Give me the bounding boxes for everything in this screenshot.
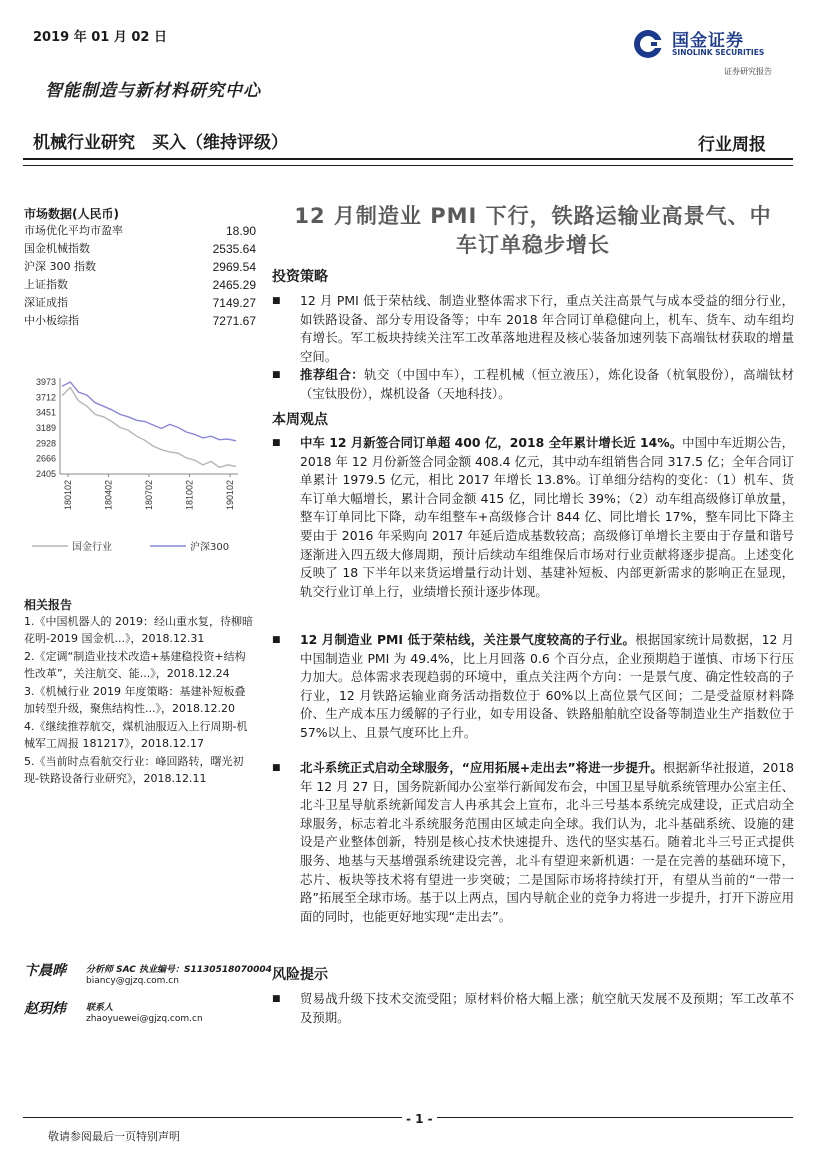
bullet-icon: ■: [272, 763, 281, 773]
related-report-item[interactable]: 4.《继续推荐航交，煤机油服迈入上行周期-机械军工周报 181217》，2018.12.17: [24, 720, 248, 750]
portfolio-paragraph: ■ 推荐组合：轨交（中国中车），工程机械（恒立液压），炼化设备（杭氧股份），高端钛材（宝钛股份），煤机设备（天地科技）。: [272, 367, 795, 401]
risk-paragraph: ■ 贸易战升级下技术交流受阻；原材料价格大幅上涨；航空航天发展不及预期；军工改革不及预期。: [272, 991, 794, 1025]
bullet-icon: ■: [272, 296, 281, 306]
x-tick-label: 180102: [63, 480, 73, 511]
bullet-icon: ■: [272, 635, 281, 645]
logo-subtitle: 证券研究报告: [724, 67, 772, 76]
research-center: 智能制造与新材料研究中心: [45, 81, 261, 101]
legend-label: 沪深300: [190, 542, 230, 553]
y-tick-label: 2666: [35, 453, 56, 464]
y-tick-label: 3189: [35, 423, 56, 433]
y-tick-label: 3712: [35, 392, 56, 403]
page-number: - 1 -: [402, 1112, 437, 1126]
analyst-card: [24, 960, 272, 994]
market-row: 上证指数 2465.29: [24, 278, 256, 292]
series-line-国金行业: [62, 388, 236, 468]
analyst-email[interactable]: zhaoyuewei@gjzq.com.cn: [86, 1014, 203, 1024]
related-reports-title: 相关报告: [24, 598, 73, 612]
bullet-icon: ■: [272, 994, 281, 1004]
x-tick-label: 180702: [144, 480, 154, 511]
report-date: 2019 年 01 月 02 日: [33, 30, 167, 45]
sinolink-logo: [632, 24, 792, 84]
x-tick-label: 180402: [103, 480, 114, 511]
y-tick-label: 2928: [35, 438, 56, 449]
footer-disclaimer: 敬请参阅最后一页特别声明: [48, 1130, 180, 1143]
analyst-name: 赵玥炜: [24, 1001, 66, 1017]
x-tick-label: 181002: [184, 480, 195, 511]
y-tick-label: 2405: [35, 469, 56, 479]
view-paragraph-pmi: ■ 12 月制造业 PMI 低于荣枯线，关注景气度较高的子行业。根据国家统计局数据，12 月中国制造业 PMI 为 49.4%，比上月回落 0.6 个百分点，企业预期趋于谨慎、市场下行压力加大。总体需求表现趋弱的环境中，重点关注两个方向：一是景气度、确定性较高的子行业，12 月铁路运输业商务活动指数位于 60%以上高位景气区间；二是受益原材料降价、生产成本压力缓解的子行业，如专用设备、铁路船舶航空设备等制造业生产指数位于 57%以上、且景气度环比上升。: [272, 632, 794, 740]
legend-label: 国金行业: [72, 542, 112, 553]
y-tick-label: 3451: [35, 407, 56, 418]
strategy-paragraph: ■ 12 月 PMI 低于荣枯线、制造业整体需求下行，重点关注高景气与成本受益的细分行业，如铁路设备、部分专用设备等；中车 2018 年合同订单稳健向上，机车、货车、动车组均有增长。军工板块持续关注军工改革落地进程及核心装备加速列装下高端钛材获取的增量空间。: [272, 293, 794, 364]
analyst-license: 分析师 SAC 执业编号：S1130518070004: [86, 965, 272, 975]
market-row: 沪深 300 指数 2969.54: [24, 260, 256, 274]
view-paragraph-beidou: ■ 北斗系统正式启动全球服务，“应用拓展+走出去”将进一步提升。根据新华社报道，2018 年 12 月 27 日，国务院新闻办公室举行新闻发布会，中国卫星导航系统管理办公室主任、北斗卫星导航系统新闻发言人冉承其会上宣布，北斗三号基本系统完成建设，正式启动全球服务，标志着北斗系统服务范围由区域走向全球。我们认为，北斗基础系统、设施的建设是产业整体创新，特别是核心技术快速提升、迭代的坚实基石。随着北斗三号正式提供服务、地基与天基增强系统建设完善，北斗有望迎来新机遇：一是在完善的基础环境下，芯片、板块等技术将有望进一步突破；二是国际市场将持续打开，有望从当前的“一带一路”拓展至全球市场。基于以上两点，国内导航企业的竞争力将进一步提升，打开下游应用面的同时，也能更好地实现“走出去”。: [272, 760, 794, 924]
related-report-item[interactable]: 1.《中国机器人的 2019：经山重水复，待柳暗花明-2019 国金机...》，2018.12.31: [24, 615, 253, 645]
market-data-title: 市场数据(人民币): [24, 207, 119, 221]
header-rule: [23, 158, 793, 160]
related-report-item[interactable]: 2.《定调“制造业技术改造+基建稳投资+结构性改革”，关注航交、能...》，2018.12.24: [24, 650, 246, 680]
views-heading: 本周观点: [272, 412, 328, 428]
series-line-沪深300: [62, 382, 236, 441]
related-report-item[interactable]: 5.《当前时点看航交行业：峰回路转，曙光初现-铁路设备行业研究》，2018.12.11: [24, 755, 244, 785]
view-paragraph-crrc: ■ 中车 12 月新签合同订单超 400 亿，2018 全年累计增长近 14%。中国中车近期公告，2018 年 12 月份新签合同金额 408.4 亿元，其中动车组销售合同 317.5 亿；全年合同订单累计 1979.5 亿元，相比 2017 年增长 13.8%。订单细分结构的变化：（1）机车、货车订单大幅增长，累计合同金额 415 亿，同比增长 39%；（2）动车组高级修订单放量，整车订单同比下降，动车组整车+高级修合计 844 亿、同比增长 17%，整车同比下降主要由于 2016 年采购向 2017 年延后造成基数较高；高级修订单增长主要由于存量和谐号逐渐进入四五级大修周期，预计后续动车组维保后市场对行业贡献将逐步提高。上述变化反映了 18 下半年以来货运增量行动计划、基建补短板、内部更新需求的影响正在显现，轨交行业订单上行，业绩增长预计逐步体现。: [272, 435, 795, 599]
market-row: 市场优化平均市盈率 18.90: [24, 224, 256, 238]
related-report-item[interactable]: 3.《机械行业 2019 年度策略：基建补短板叠加转型升级，聚焦结构性...》，2018.12.20: [24, 685, 246, 715]
market-row: 中小板综指 7271.67: [24, 314, 256, 328]
header-rule-thin: [23, 165, 793, 166]
related-reports-list: [24, 614, 256, 789]
market-data-table: [24, 222, 256, 330]
logo-chinese-name: 国金证券: [672, 31, 744, 51]
market-row: 深证成指 7149.27: [24, 296, 256, 310]
report-type: 行业周报: [698, 135, 766, 155]
analyst-card: [24, 998, 264, 1032]
index-line-chart: [24, 368, 256, 568]
bullet-icon: ■: [272, 370, 281, 380]
x-tick-label: 190102: [225, 480, 235, 511]
analyst-name: 卞晨晔: [24, 963, 66, 979]
risk-heading: 风险提示: [272, 967, 328, 983]
strategy-heading: 投资策略: [272, 269, 328, 285]
logo-english-name: SINOLINK SECURITIES: [672, 48, 765, 57]
analyst-email[interactable]: biancy@gjzq.com.cn: [86, 976, 179, 986]
report-title: 12 月制造业 PMI 下行，铁路运输业高景气、中 车订单稳步增长: [294, 204, 772, 257]
analyst-license: 联系人: [86, 1003, 114, 1013]
bullet-icon: ■: [272, 438, 281, 448]
industry-rating: 机械行业研究 买入（维持评级）: [33, 133, 288, 153]
y-tick-label: 3973: [35, 377, 56, 387]
market-row: 国金机械指数 2535.64: [24, 242, 256, 256]
sinolink-logo-icon: [632, 28, 664, 60]
